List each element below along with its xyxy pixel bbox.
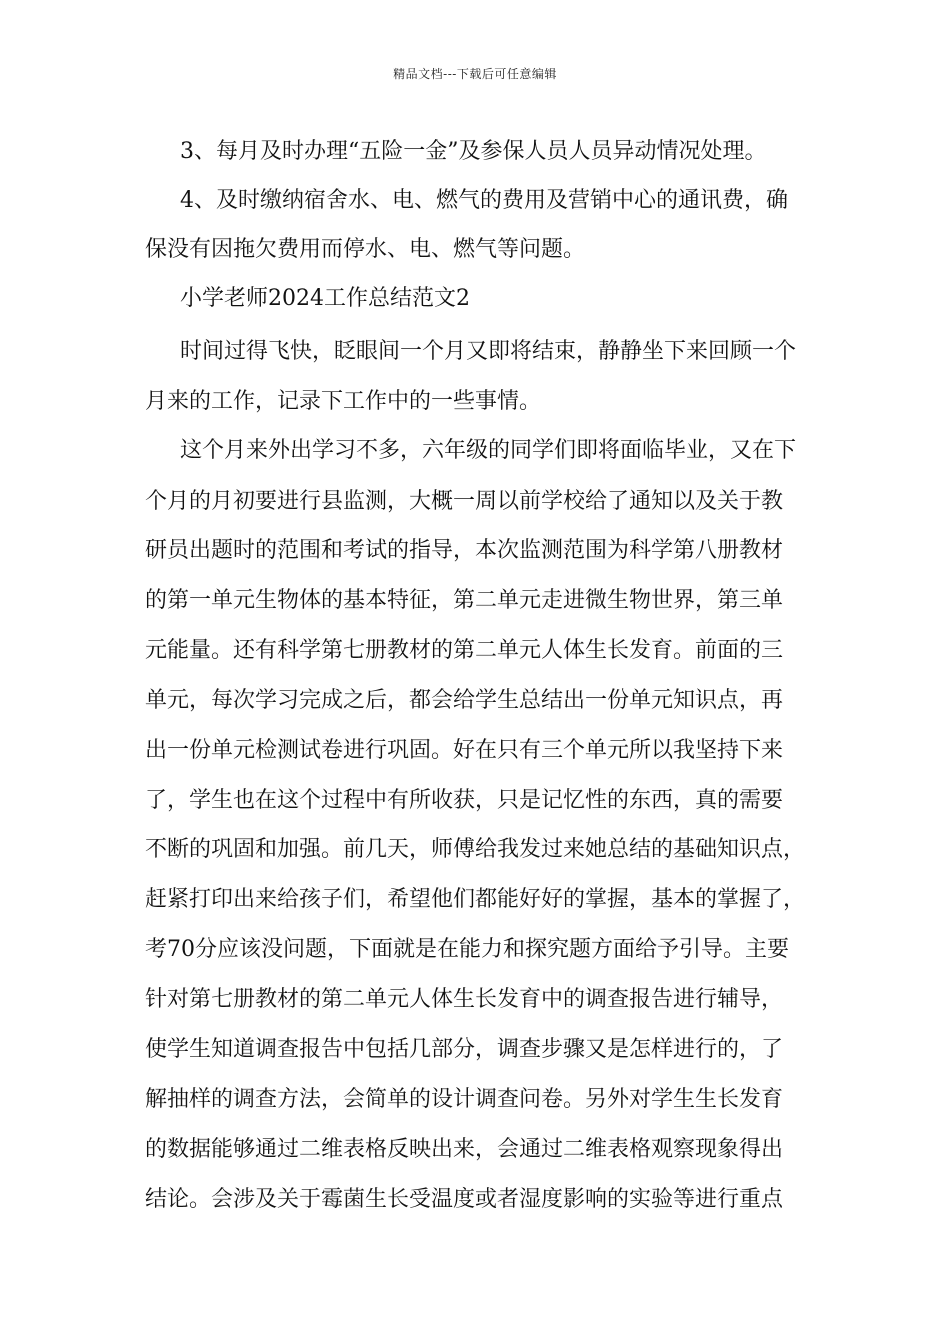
text-line: 时间过得飞快，眨眼间一个月又即将结束，静静坐下来回顾一个 bbox=[180, 339, 797, 364]
text-line: 针对第七册教材的第二单元人体生长发育中的调查报告进行辅导， bbox=[145, 987, 784, 1012]
text-line: 4、及时缴纳宿舍水、电、燃气的费用及营销中心的通讯费，确 bbox=[180, 188, 788, 213]
text-line: 了，学生也在这个过程中有所收获，只是记忆性的东西，真的需要 bbox=[145, 788, 784, 813]
section-heading: 小学老师2024工作总结范文2 bbox=[180, 286, 470, 311]
text-line: 结论。会涉及关于霉菌生长受温度或者湿度影响的实验等进行重点 bbox=[145, 1187, 784, 1212]
text-line: 不断的巩固和加强。前几天，师傅给我发过来她总结的基础知识点， bbox=[145, 837, 806, 862]
page-header: 精品文档---下载后可任意编辑 bbox=[393, 67, 557, 81]
text-line: 3、每月及时办理“五险一金”及参保人员人员异动情况处理。 bbox=[180, 139, 767, 164]
text-line: 出一份单元检测试卷进行巩固。好在只有三个单元所以我坚持下来 bbox=[145, 738, 784, 763]
text-line: 的第一单元生物体的基本特征，第二单元走进微生物世界，第三单 bbox=[145, 588, 784, 613]
text-line: 解抽样的调查方法，会简单的设计调查问卷。另外对学生生长发育 bbox=[145, 1087, 784, 1112]
text-line: 元能量。还有科学第七册教材的第二单元人体生长发育。前面的三 bbox=[145, 638, 784, 663]
text-line: 个月的月初要进行县监测，大概一周以前学校给了通知以及关于教 bbox=[145, 489, 784, 514]
text-line: 使学生知道调查报告中包括几部分，调查步骤又是怎样进行的，了 bbox=[145, 1037, 784, 1062]
text-line: 月来的工作，记录下工作中的一些事情。 bbox=[145, 389, 542, 414]
text-line: 这个月来外出学习不多，六年级的同学们即将面临毕业，又在下 bbox=[180, 438, 797, 463]
text-line: 的数据能够通过二维表格反映出来，会通过二维表格观察现象得出 bbox=[145, 1137, 784, 1162]
text-line: 赶紧打印出来给孩子们，希望他们都能好好的掌握，基本的掌握了， bbox=[145, 887, 806, 912]
text-line: 考70分应该没问题，下面就是在能力和探究题方面给予引导。主要 bbox=[145, 937, 789, 962]
text-line: 保没有因拖欠费用而停水、电、燃气等问题。 bbox=[145, 237, 586, 262]
text-line: 研员出题时的范围和考试的指导，本次监测范围为科学第八册教材 bbox=[145, 538, 784, 563]
text-line: 单元，每次学习完成之后，都会给学生总结出一份单元知识点，再 bbox=[145, 688, 784, 713]
